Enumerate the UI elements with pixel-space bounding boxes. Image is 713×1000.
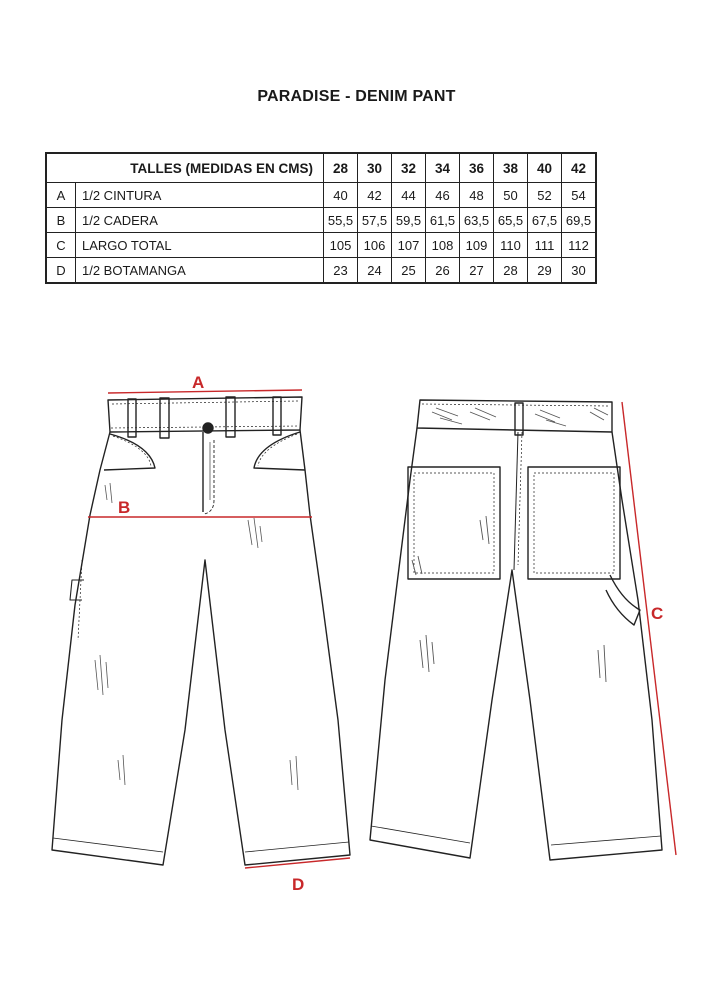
table-cell: 54 bbox=[562, 183, 597, 208]
table-cell: 107 bbox=[392, 233, 426, 258]
table-cell: 57,5 bbox=[358, 208, 392, 233]
back-pant-drawing bbox=[370, 400, 662, 860]
row-letter: D bbox=[46, 258, 76, 284]
table-cell: 46 bbox=[426, 183, 460, 208]
size-header: 30 bbox=[358, 153, 392, 183]
table-cell: 61,5 bbox=[426, 208, 460, 233]
table-cell: 55,5 bbox=[324, 208, 358, 233]
size-header: 38 bbox=[494, 153, 528, 183]
row-label: LARGO TOTAL bbox=[76, 233, 324, 258]
table-cell: 69,5 bbox=[562, 208, 597, 233]
size-header: 28 bbox=[324, 153, 358, 183]
table-cell: 65,5 bbox=[494, 208, 528, 233]
table-cell: 59,5 bbox=[392, 208, 426, 233]
front-pocket-right bbox=[254, 432, 305, 470]
measure-label-d: D bbox=[292, 875, 305, 894]
back-pocket-right bbox=[528, 467, 620, 579]
button bbox=[203, 423, 213, 433]
measure-label-c: C bbox=[651, 604, 664, 623]
table-cell: 29 bbox=[528, 258, 562, 284]
row-letter: A bbox=[46, 183, 76, 208]
size-header: 42 bbox=[562, 153, 597, 183]
back-pocket-left bbox=[408, 467, 500, 579]
table-cell: 63,5 bbox=[460, 208, 494, 233]
table-cell: 25 bbox=[392, 258, 426, 284]
measure-line-c bbox=[622, 402, 676, 855]
table-cell: 48 bbox=[460, 183, 494, 208]
front-pant-drawing bbox=[52, 397, 350, 865]
table-cell: 112 bbox=[562, 233, 597, 258]
measure-line-a bbox=[108, 390, 302, 393]
table-cell: 52 bbox=[528, 183, 562, 208]
row-label: 1/2 CADERA bbox=[76, 208, 324, 233]
row-letter: B bbox=[46, 208, 76, 233]
table-cell: 23 bbox=[324, 258, 358, 284]
wash-marks bbox=[412, 408, 608, 682]
table-cell: 44 bbox=[392, 183, 426, 208]
table-cell: 105 bbox=[324, 233, 358, 258]
table-header-label: TALLES (MEDIDAS EN CMS) bbox=[46, 153, 324, 183]
row-label: 1/2 BOTAMANGA bbox=[76, 258, 324, 284]
measure-label-b: B bbox=[118, 498, 131, 517]
table-cell: 24 bbox=[358, 258, 392, 284]
row-letter: C bbox=[46, 233, 76, 258]
size-header: 36 bbox=[460, 153, 494, 183]
front-outline bbox=[52, 430, 350, 865]
size-header: 34 bbox=[426, 153, 460, 183]
table-cell: 110 bbox=[494, 233, 528, 258]
size-header: 40 bbox=[528, 153, 562, 183]
table-cell: 26 bbox=[426, 258, 460, 284]
measure-label-a: A bbox=[192, 373, 205, 392]
table-cell: 40 bbox=[324, 183, 358, 208]
row-label: 1/2 CINTURA bbox=[76, 183, 324, 208]
table-cell: 106 bbox=[358, 233, 392, 258]
table-cell: 108 bbox=[426, 233, 460, 258]
table-cell: 67,5 bbox=[528, 208, 562, 233]
table-cell: 27 bbox=[460, 258, 494, 284]
table-cell: 30 bbox=[562, 258, 597, 284]
page-title: PARADISE - DENIM PANT bbox=[257, 88, 456, 105]
belt-loop bbox=[273, 397, 281, 435]
table-cell: 28 bbox=[494, 258, 528, 284]
table-cell: 111 bbox=[528, 233, 562, 258]
size-header: 32 bbox=[392, 153, 426, 183]
table-cell: 42 bbox=[358, 183, 392, 208]
table-cell: 109 bbox=[460, 233, 494, 258]
table-cell: 50 bbox=[494, 183, 528, 208]
front-pocket-left bbox=[104, 434, 155, 470]
